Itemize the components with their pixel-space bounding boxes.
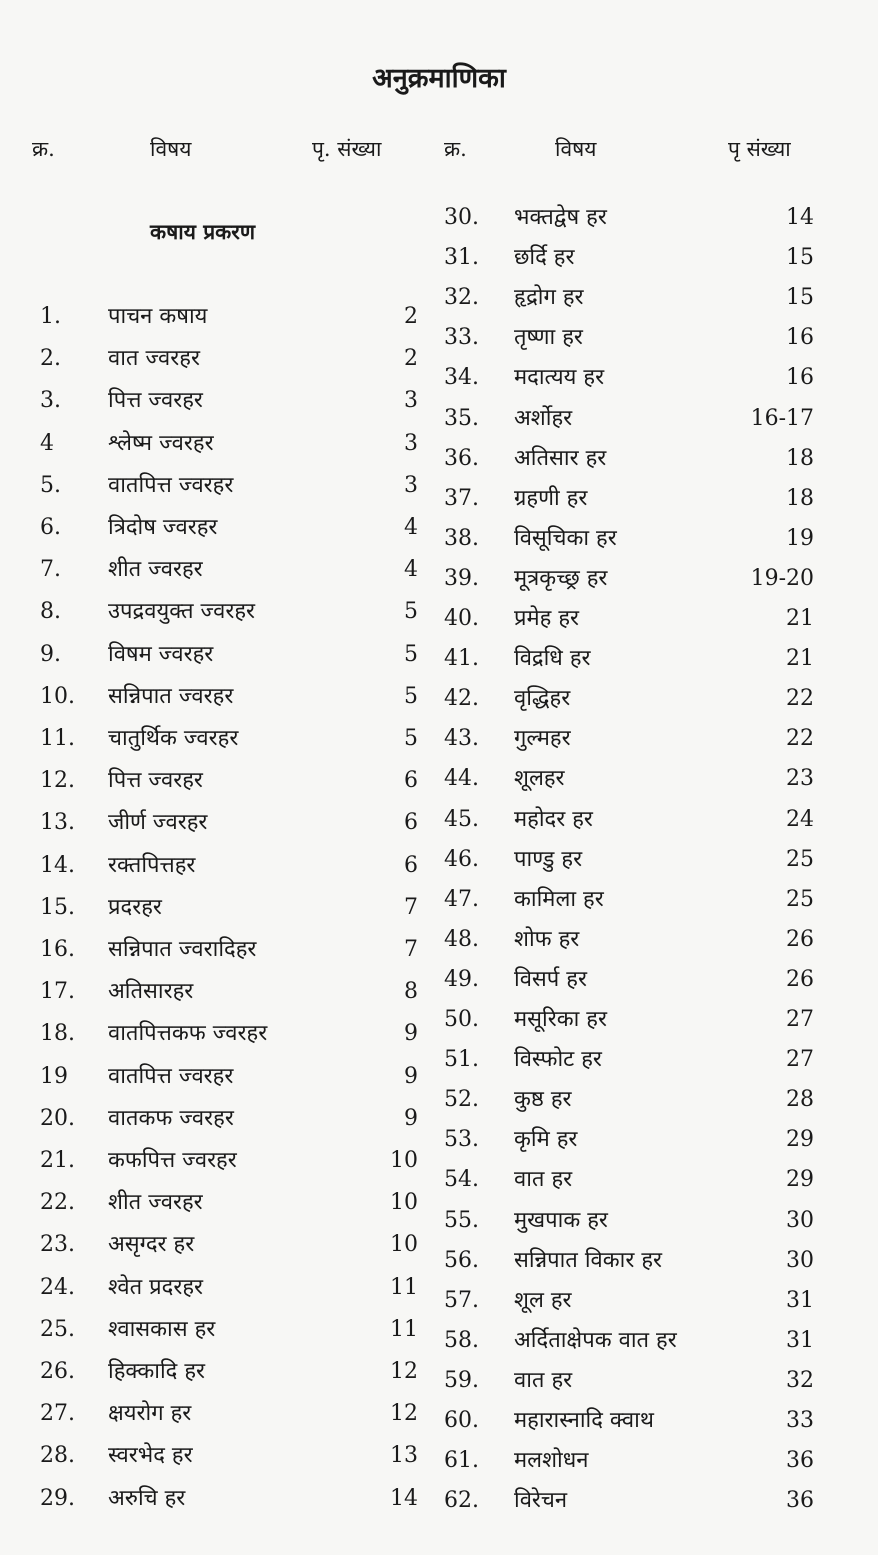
toc-entry (444, 1040, 814, 1080)
entry-page: 18 (786, 446, 814, 471)
entry-page: 4 (404, 515, 418, 540)
entry-title: श्वेत प्रदरहर (108, 1275, 203, 1300)
entry-page: 7 (404, 937, 418, 962)
entry-number: 39. (444, 566, 479, 591)
entry-page: 4 (404, 557, 418, 582)
entry-title: कुष्ठ हर (514, 1087, 572, 1112)
entry-page: 30 (786, 1208, 814, 1233)
toc-entry (40, 424, 418, 464)
entry-title: विद्रधि हर (514, 646, 591, 671)
entry-title: वात ज्वरहर (108, 346, 200, 371)
toc-entry (40, 466, 418, 506)
entry-title: रक्तपित्तहर (108, 853, 196, 878)
toc-entry (444, 1120, 814, 1160)
entry-number: 38. (444, 526, 479, 551)
entry-page: 9 (404, 1064, 418, 1089)
entry-page: 3 (404, 388, 418, 413)
entry-title: अतिसार हर (514, 446, 607, 471)
toc-entry (444, 1080, 814, 1120)
entry-title: क्षयरोग हर (108, 1401, 192, 1426)
toc-entry (444, 1321, 814, 1361)
entry-number: 1. (40, 304, 61, 329)
toc-entry (40, 1141, 418, 1181)
entry-page: 12 (390, 1359, 418, 1384)
entry-title: श्वासकास हर (108, 1317, 216, 1342)
entry-number: 19 (40, 1064, 68, 1089)
toc-entry (444, 880, 814, 920)
entry-title: शोफ हर (514, 927, 580, 952)
entry-title: जीर्ण ज्वरहर (108, 810, 208, 835)
entry-page: 8 (404, 979, 418, 1004)
entry-page: 3 (404, 431, 418, 456)
toc-entry (40, 1268, 418, 1308)
entry-title: वातपित्त ज्वरहर (108, 473, 234, 498)
entry-title: श्लेष्म ज्वरहर (108, 431, 214, 456)
entry-number: 13. (40, 810, 75, 835)
toc-entry (444, 238, 814, 278)
entry-title: कफपित्त ज्वरहर (108, 1148, 237, 1173)
entry-page: 10 (390, 1232, 418, 1257)
entry-page: 18 (786, 486, 814, 511)
toc-entry (40, 1057, 418, 1097)
toc-entry (444, 920, 814, 960)
entry-title: वातपित्त ज्वरहर (108, 1064, 234, 1089)
left-header-page: पृ. संख्या (312, 137, 382, 161)
entry-page: 30 (786, 1248, 814, 1273)
entry-page: 9 (404, 1021, 418, 1046)
entry-page: 5 (404, 726, 418, 751)
entry-number: 10. (40, 684, 75, 709)
entry-title: वृद्धिहर (514, 686, 571, 711)
entry-page: 19 (786, 526, 814, 551)
entry-title: विषम ज्वरहर (108, 642, 214, 667)
entry-title: पित्त ज्वरहर (108, 388, 203, 413)
entry-page: 13 (390, 1443, 418, 1468)
entry-title: स्वरभेद हर (108, 1443, 193, 1468)
entry-title: वात हर (514, 1368, 573, 1393)
toc-entry (40, 1479, 418, 1519)
toc-entry (40, 1352, 418, 1392)
entry-title: चातुर्थिक ज्वरहर (108, 726, 239, 751)
entry-title: हृद्रोग हर (514, 285, 584, 310)
entry-number: 58. (444, 1328, 479, 1353)
entry-number: 50. (444, 1007, 479, 1032)
entry-page: 5 (404, 599, 418, 624)
entry-number: 36. (444, 446, 479, 471)
entry-title: मुखपाक हर (514, 1208, 608, 1233)
entry-page: 6 (404, 810, 418, 835)
entry-page: 16-17 (750, 406, 814, 431)
entry-title: असृग्दर हर (108, 1232, 195, 1257)
entry-number: 2. (40, 346, 61, 371)
entry-number: 62. (444, 1488, 479, 1513)
entry-title: वातकफ ज्वरहर (108, 1106, 234, 1131)
entry-number: 51. (444, 1047, 479, 1072)
entry-title: सन्निपात विकार हर (514, 1248, 663, 1273)
entry-page: 22 (786, 686, 814, 711)
entry-title: महारास्नादि क्वाथ (514, 1408, 654, 1433)
entry-title: पाचन कषाय (108, 304, 208, 329)
toc-entry (40, 1394, 418, 1434)
entry-title: प्रमेह हर (514, 606, 580, 631)
left-header-subject: विषय (150, 137, 192, 161)
toc-entry (40, 846, 418, 886)
entry-number: 28. (40, 1443, 75, 1468)
toc-entry (40, 1099, 418, 1139)
entry-number: 52. (444, 1087, 479, 1112)
entry-page: 31 (786, 1288, 814, 1313)
entry-number: 48. (444, 927, 479, 952)
entry-title: त्रिदोष ज्वरहर (108, 515, 218, 540)
entry-page: 11 (390, 1275, 418, 1300)
entry-page: 28 (786, 1087, 814, 1112)
toc-entry (444, 719, 814, 759)
entry-title: शीत ज्वरहर (108, 557, 203, 582)
entry-page: 25 (786, 887, 814, 912)
toc-entry (444, 1441, 814, 1481)
toc-entry (444, 759, 814, 799)
toc-entry (444, 318, 814, 358)
entry-title: विसूचिका हर (514, 526, 617, 551)
entry-page: 36 (786, 1448, 814, 1473)
entry-page: 14 (786, 205, 814, 230)
toc-entry (444, 399, 814, 439)
entry-page: 2 (404, 304, 418, 329)
entry-page: 31 (786, 1328, 814, 1353)
entry-number: 8. (40, 599, 61, 624)
entry-title: सन्निपात ज्वरहर (108, 684, 234, 709)
toc-entry (444, 960, 814, 1000)
entry-number: 17. (40, 979, 75, 1004)
right-header-subject: विषय (555, 137, 597, 161)
toc-entry (444, 1201, 814, 1241)
toc-entry (444, 198, 814, 238)
entry-number: 15. (40, 895, 75, 920)
entry-title: गुल्महर (514, 726, 571, 751)
entry-number: 42. (444, 686, 479, 711)
toc-entry (444, 1481, 814, 1521)
entry-page: 14 (390, 1486, 418, 1511)
entry-page: 25 (786, 847, 814, 872)
entry-page: 24 (786, 807, 814, 832)
entry-title: वातपित्तकफ ज्वरहर (108, 1021, 268, 1046)
toc-entry (444, 519, 814, 559)
right-header-num: क्र. (444, 137, 467, 161)
toc-entry (444, 800, 814, 840)
entry-page: 16 (786, 365, 814, 390)
toc-entry (40, 381, 418, 421)
entry-number: 26. (40, 1359, 75, 1384)
entry-number: 14. (40, 853, 75, 878)
toc-entry (40, 888, 418, 928)
entry-number: 61. (444, 1448, 479, 1473)
entry-title: अतिसारहर (108, 979, 194, 1004)
toc-entry (40, 339, 418, 379)
entry-number: 23. (40, 1232, 75, 1257)
entry-number: 3. (40, 388, 61, 413)
toc-entry (40, 1225, 418, 1265)
entry-page: 2 (404, 346, 418, 371)
entry-page: 10 (390, 1190, 418, 1215)
toc-entry (40, 508, 418, 548)
entry-number: 53. (444, 1127, 479, 1152)
toc-entry (444, 1361, 814, 1401)
entry-number: 11. (40, 726, 75, 751)
entry-page: 3 (404, 473, 418, 498)
toc-entry (40, 930, 418, 970)
toc-entry (444, 1000, 814, 1040)
entry-title: मदात्यय हर (514, 365, 605, 390)
toc-entry (40, 1310, 418, 1350)
entry-number: 21. (40, 1148, 75, 1173)
entry-title: महोदर हर (514, 807, 593, 832)
toc-entry (444, 639, 814, 679)
entry-page: 21 (786, 646, 814, 671)
entry-title: विस्फोट हर (514, 1047, 602, 1072)
entry-title: शूलहर (514, 766, 565, 791)
entry-title: अर्दिताक्षेपक वात हर (514, 1328, 677, 1353)
entry-page: 6 (404, 768, 418, 793)
entry-number: 49. (444, 967, 479, 992)
entry-number: 16. (40, 937, 75, 962)
entry-page: 11 (390, 1317, 418, 1342)
entry-title: शीत ज्वरहर (108, 1190, 203, 1215)
toc-entry (40, 677, 418, 717)
entry-title: उपद्रवयुक्त ज्वरहर (108, 599, 256, 624)
left-header-num: क्र. (32, 137, 55, 161)
entry-number: 43. (444, 726, 479, 751)
toc-entry (444, 439, 814, 479)
entry-number: 54. (444, 1167, 479, 1192)
toc-entry (444, 599, 814, 639)
toc-entry (444, 479, 814, 519)
entry-title: प्रदरहर (108, 895, 162, 920)
entry-page: 21 (786, 606, 814, 631)
entry-number: 34. (444, 365, 479, 390)
toc-entry (40, 719, 418, 759)
toc-entry (40, 1183, 418, 1223)
entry-number: 41. (444, 646, 479, 671)
toc-entry (40, 297, 418, 337)
entry-number: 9. (40, 642, 61, 667)
entry-page: 5 (404, 642, 418, 667)
entry-title: वात हर (514, 1167, 573, 1192)
toc-entry (444, 840, 814, 880)
entry-title: पित्त ज्वरहर (108, 768, 203, 793)
entry-number: 31. (444, 245, 479, 270)
entry-number: 33. (444, 325, 479, 350)
entry-number: 47. (444, 887, 479, 912)
entry-title: मलशोधन (514, 1448, 589, 1473)
entry-number: 32. (444, 285, 479, 310)
entry-title: तृष्णा हर (514, 325, 583, 350)
toc-entry (40, 972, 418, 1012)
entry-title: शूल हर (514, 1288, 572, 1313)
entry-number: 29. (40, 1486, 75, 1511)
entry-number: 40. (444, 606, 479, 631)
entry-number: 57. (444, 1288, 479, 1313)
entry-number: 18. (40, 1021, 75, 1046)
entry-title: सन्निपात ज्वरादिहर (108, 937, 257, 962)
entry-number: 59. (444, 1368, 479, 1393)
entry-page: 10 (390, 1148, 418, 1173)
toc-entry (444, 358, 814, 398)
entry-title: ग्रहणी हर (514, 486, 588, 511)
entry-page: 22 (786, 726, 814, 751)
entry-page: 27 (786, 1047, 814, 1072)
entry-title: विरेचन (514, 1488, 568, 1513)
entry-title: अरुचि हर (108, 1486, 186, 1511)
entry-title: छर्दि हर (514, 245, 575, 270)
entry-page: 33 (786, 1408, 814, 1433)
toc-entry (444, 679, 814, 719)
toc-entry (40, 1014, 418, 1054)
entry-number: 20. (40, 1106, 75, 1131)
section-title: कषाय प्रकरण (150, 219, 256, 244)
entry-page: 26 (786, 927, 814, 952)
entry-page: 32 (786, 1368, 814, 1393)
toc-entry (444, 559, 814, 599)
entry-number: 55. (444, 1208, 479, 1233)
entry-page: 7 (404, 895, 418, 920)
toc-entry (40, 1436, 418, 1476)
entry-title: अर्शोहर (514, 406, 573, 431)
toc-entry (444, 1241, 814, 1281)
entry-title: मूत्रकृच्छ्र हर (514, 566, 608, 591)
toc-entry (444, 278, 814, 318)
entry-number: 56. (444, 1248, 479, 1273)
entry-page: 29 (786, 1127, 814, 1152)
entry-number: 37. (444, 486, 479, 511)
entry-page: 12 (390, 1401, 418, 1426)
entry-number: 4 (40, 431, 54, 456)
entry-number: 24. (40, 1275, 75, 1300)
entry-number: 12. (40, 768, 75, 793)
toc-entry (40, 592, 418, 632)
entry-page: 15 (786, 285, 814, 310)
entry-number: 25. (40, 1317, 75, 1342)
entry-title: भक्तद्वेष हर (514, 205, 607, 230)
entry-title: कृमि हर (514, 1127, 578, 1152)
toc-entry (40, 635, 418, 675)
entry-page: 9 (404, 1106, 418, 1131)
entry-page: 29 (786, 1167, 814, 1192)
toc-entry (444, 1401, 814, 1441)
entry-number: 5. (40, 473, 61, 498)
toc-entry (444, 1160, 814, 1200)
entry-page: 23 (786, 766, 814, 791)
entry-number: 60. (444, 1408, 479, 1433)
entry-page: 27 (786, 1007, 814, 1032)
toc-entry (40, 761, 418, 801)
entry-number: 7. (40, 557, 61, 582)
entry-number: 44. (444, 766, 479, 791)
entry-number: 22. (40, 1190, 75, 1215)
entry-number: 35. (444, 406, 479, 431)
entry-title: पाण्डु हर (514, 847, 583, 872)
entry-page: 16 (786, 325, 814, 350)
toc-entry (40, 550, 418, 590)
entry-title: मसूरिका हर (514, 1007, 607, 1032)
page-title: अनुक्रमाणिका (372, 63, 506, 94)
right-header-page: पृ संख्या (728, 137, 791, 161)
entry-title: कामिला हर (514, 887, 604, 912)
entry-number: 45. (444, 807, 479, 832)
entry-page: 19-20 (750, 566, 814, 591)
entry-page: 15 (786, 245, 814, 270)
entry-page: 36 (786, 1488, 814, 1513)
entry-number: 27. (40, 1401, 75, 1426)
entry-number: 46. (444, 847, 479, 872)
entry-page: 5 (404, 684, 418, 709)
entry-title: हिक्कादि हर (108, 1359, 206, 1384)
entry-page: 6 (404, 853, 418, 878)
entry-title: विसर्प हर (514, 967, 587, 992)
entry-page: 26 (786, 967, 814, 992)
toc-entry (40, 803, 418, 843)
entry-number: 6. (40, 515, 61, 540)
entry-number: 30. (444, 205, 479, 230)
toc-entry (444, 1281, 814, 1321)
